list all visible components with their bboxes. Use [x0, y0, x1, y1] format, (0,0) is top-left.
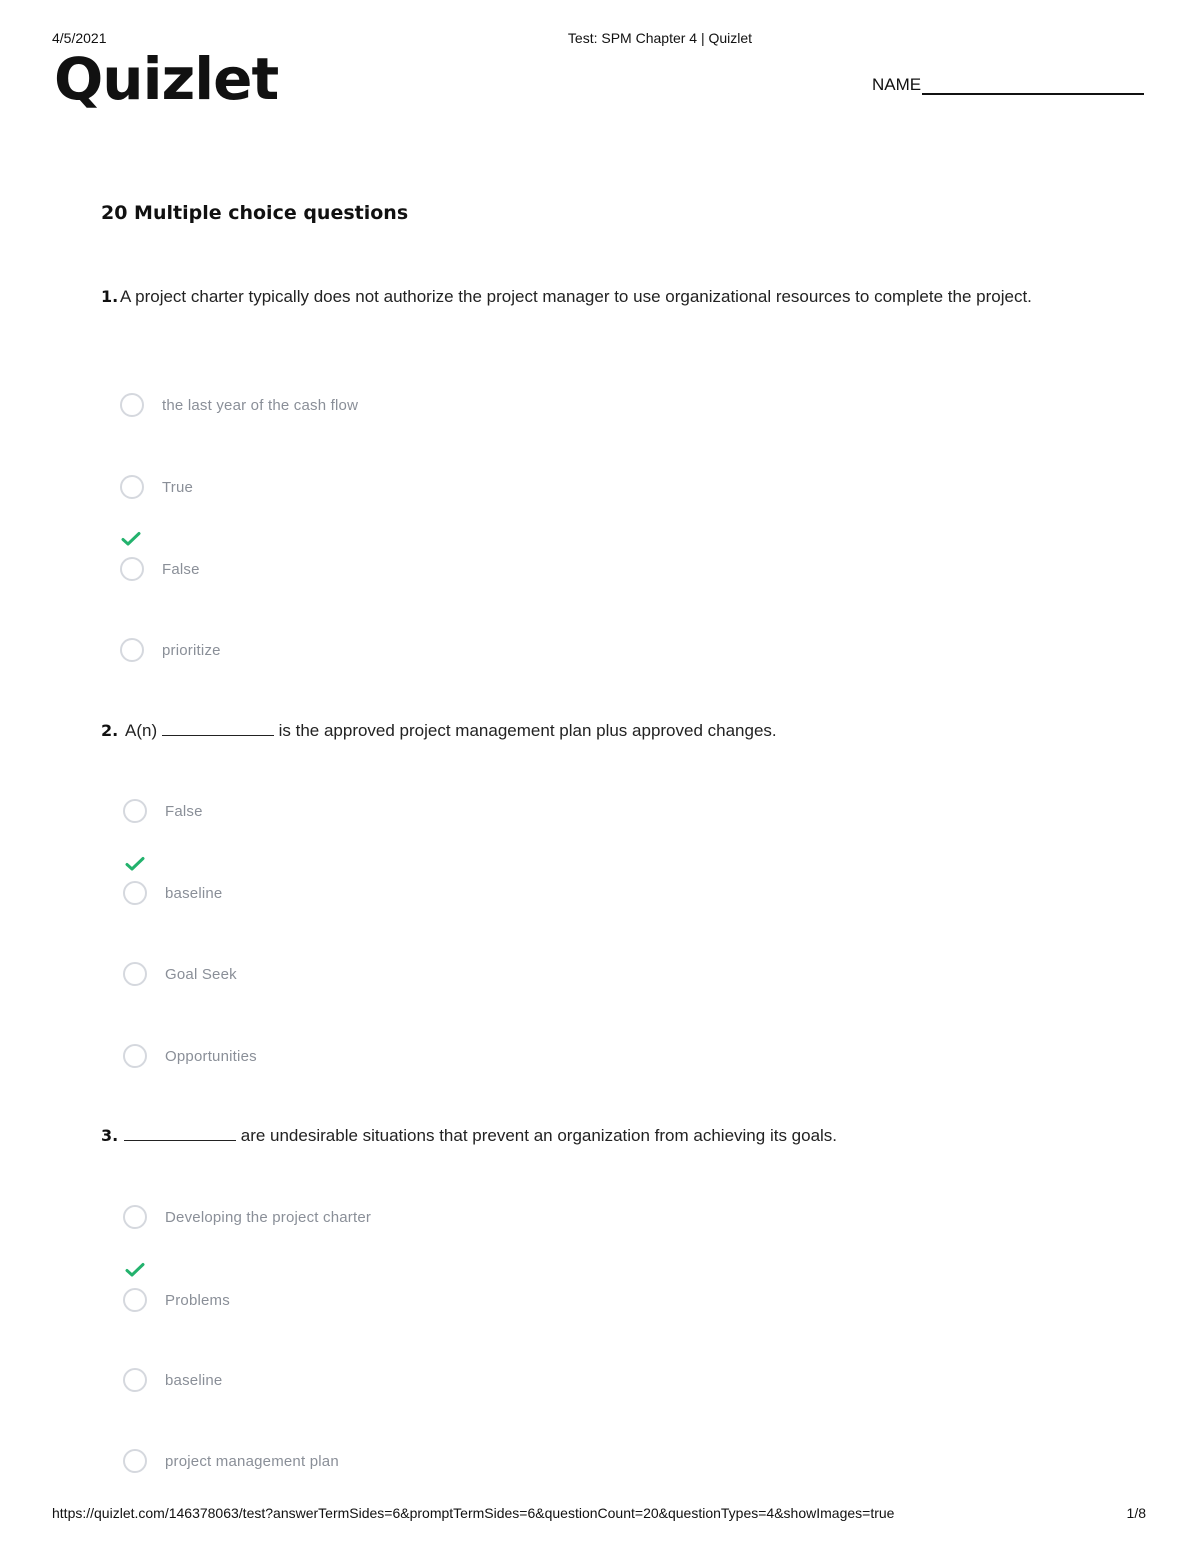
answer-blank [162, 721, 274, 736]
option-label: Goal Seek [165, 965, 237, 983]
print-date: 4/5/2021 [52, 30, 107, 46]
option-q1-c[interactable] [120, 554, 200, 584]
option-label: Opportunities [165, 1047, 257, 1065]
radio-circle-icon[interactable] [123, 881, 147, 905]
option-label: False [162, 560, 200, 578]
radio-circle-icon[interactable] [123, 962, 147, 986]
option-q3-b[interactable] [123, 1285, 230, 1315]
option-label: prioritize [162, 641, 221, 659]
option-label: True [162, 478, 194, 496]
option-label: baseline [165, 884, 223, 902]
radio-circle-icon[interactable] [120, 638, 144, 662]
option-label: False [165, 802, 203, 820]
question-text-after: is the approved project management plan plus approved changes. [278, 721, 777, 740]
name-field[interactable] [872, 74, 1144, 95]
question-text [101, 1122, 1061, 1150]
radio-circle-icon[interactable] [120, 557, 144, 581]
section-title: 20 Multiple choice questions [101, 202, 409, 224]
radio-circle-icon[interactable] [120, 393, 144, 417]
question-text-before: A(n) [125, 721, 158, 740]
option-q3-a[interactable] [123, 1202, 371, 1232]
option-q3-c[interactable] [123, 1365, 222, 1395]
checkmark-icon [121, 531, 141, 547]
radio-circle-icon[interactable] [123, 799, 147, 823]
option-label: Developing the project charter [165, 1208, 372, 1226]
question-1 [101, 283, 1061, 311]
option-label: project management plan [165, 1452, 339, 1470]
checkmark-icon [125, 856, 145, 872]
option-q2-b[interactable] [123, 878, 222, 908]
option-label: the last year of the cash flow [162, 396, 359, 414]
option-q2-d[interactable] [123, 1041, 257, 1071]
option-q1-d[interactable] [120, 635, 221, 665]
option-label: baseline [165, 1371, 223, 1389]
radio-circle-icon[interactable] [123, 1044, 147, 1068]
question-2 [101, 717, 1061, 745]
question-number: 2. [101, 721, 119, 740]
radio-circle-icon[interactable] [120, 475, 144, 499]
checkmark-icon [125, 1262, 145, 1278]
radio-circle-icon[interactable] [123, 1368, 147, 1392]
page-number: 1/8 [1126, 1505, 1146, 1521]
radio-circle-icon[interactable] [123, 1449, 147, 1473]
question-number: 3. [101, 1126, 119, 1145]
question-3 [101, 1122, 1061, 1150]
radio-circle-icon[interactable] [123, 1205, 147, 1229]
question-text-after: are undesirable situations that prevent an organization from achieving its goals. [240, 1126, 838, 1145]
option-q1-a[interactable] [120, 390, 358, 420]
name-line[interactable] [922, 74, 1144, 95]
question-number: 1. [101, 287, 119, 306]
option-q3-d[interactable] [123, 1446, 339, 1476]
quizlet-logo: Quizlet [54, 45, 279, 113]
option-q2-a[interactable] [123, 796, 203, 826]
option-q2-c[interactable] [123, 959, 237, 989]
name-label: NAME [872, 75, 922, 94]
footer-url: https://quizlet.com/146378063/test?answerTermSides=6&promptTermSides=6&questionCount=20&questionTypes=4&showImages=true [52, 1505, 895, 1521]
option-q1-b[interactable] [120, 472, 193, 502]
question-text [101, 717, 1061, 745]
option-label: Problems [165, 1291, 230, 1309]
question-text: A project charter typically does not authorize the project manager to use organizational resources to complete the project. [120, 287, 1032, 306]
radio-circle-icon[interactable] [123, 1288, 147, 1312]
answer-blank [124, 1126, 236, 1141]
print-title: Test: SPM Chapter 4 | Quizlet [567, 30, 753, 46]
